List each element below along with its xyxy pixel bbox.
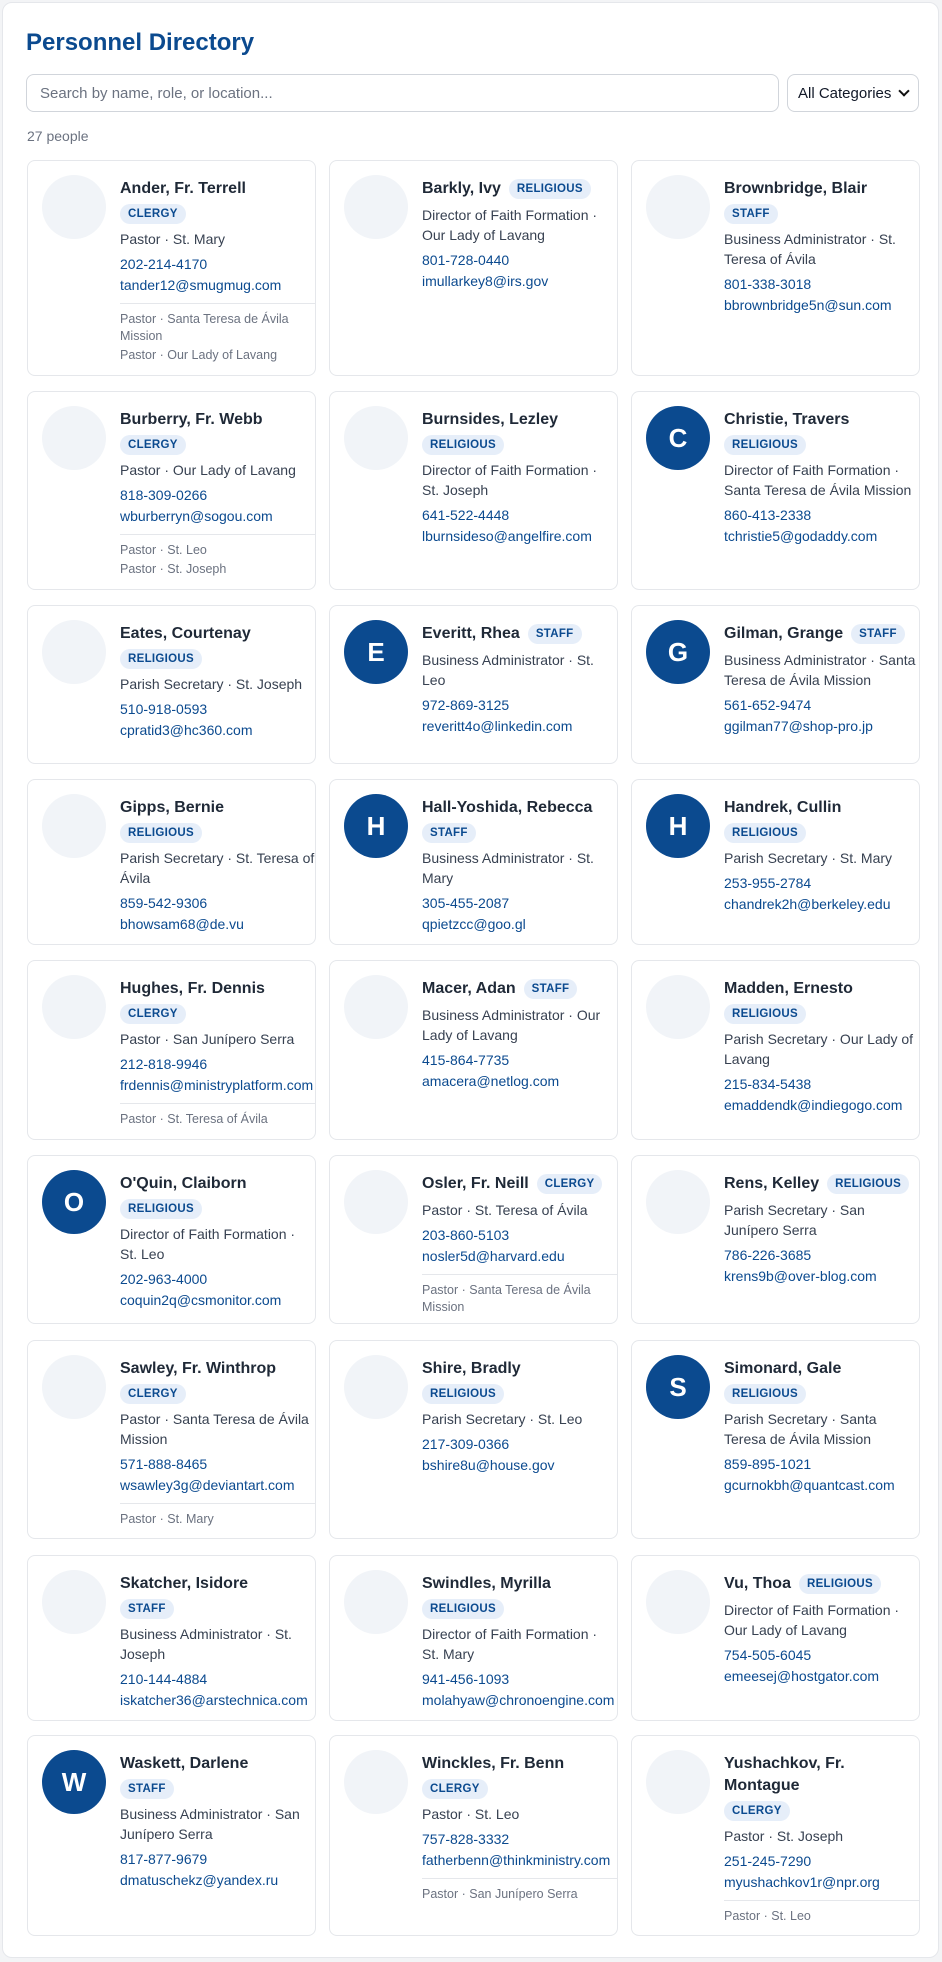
page-title: Personnel Directory [26, 29, 255, 56]
category-badge: CLERGY [120, 204, 186, 224]
person-header [422, 797, 618, 819]
avatar [42, 620, 106, 684]
person-details [120, 1173, 316, 1311]
person-header [724, 978, 920, 1000]
assignment-item: Pastor · St. Joseph [120, 562, 227, 576]
category-badge: RELIGIOUS [120, 1199, 202, 1219]
person-header [422, 1173, 618, 1195]
person-details [422, 797, 618, 935]
person-header [120, 978, 316, 1000]
badge-row [422, 431, 618, 455]
person-name: Gipps, Bernie [120, 799, 225, 816]
person-name: Waskett, Darlene [120, 1755, 249, 1772]
person-card[interactable] [329, 1155, 618, 1324]
person-header [422, 978, 618, 1000]
avatar [344, 406, 408, 470]
person-name: Simonard, Gale [724, 1360, 842, 1377]
category-select-value: All Categories [798, 84, 892, 102]
person-role: Business Administrator · St. Mary [422, 850, 594, 886]
additional-assignments [120, 1503, 316, 1528]
avatar [646, 175, 710, 239]
avatar: W [42, 1750, 106, 1814]
email-link[interactable]: wsawley3g@deviantart.com [120, 1477, 295, 1493]
person-card[interactable] [27, 160, 316, 376]
phone-link[interactable]: 801-728-0440 [422, 252, 510, 268]
category-select[interactable] [787, 74, 919, 112]
person-details [120, 797, 316, 935]
email-link[interactable]: krens9b@over-blog.com [724, 1268, 877, 1284]
person-header [422, 178, 618, 200]
person-card[interactable] [329, 1735, 618, 1936]
phone-link[interactable]: 818-309-0266 [120, 487, 208, 503]
avatar [344, 175, 408, 239]
category-badge: RELIGIOUS [724, 823, 806, 843]
person-name: Handrek, Cullin [724, 799, 842, 816]
person-card[interactable] [631, 1735, 920, 1936]
avatar [344, 1750, 408, 1814]
person-card[interactable] [631, 605, 920, 764]
badge-row [120, 819, 316, 843]
avatar [42, 975, 106, 1039]
assignment-item: Pastor · Santa Teresa de Ávila Mission [120, 312, 289, 343]
phone-link[interactable]: 251-245-7290 [724, 1853, 812, 1869]
person-details [422, 1753, 618, 1905]
person-name: Brownbridge, Blair [724, 180, 868, 197]
avatar [42, 1355, 106, 1419]
avatar [42, 406, 106, 470]
badge-row [120, 200, 316, 224]
person-card[interactable] [27, 1735, 316, 1936]
email-link[interactable]: cpratid3@hc360.com [120, 722, 253, 738]
avatar [42, 1570, 106, 1634]
person-role: Parish Secretary · St. Mary [724, 850, 893, 866]
avatar [344, 1355, 408, 1419]
person-header [422, 623, 618, 645]
person-card[interactable] [329, 605, 618, 764]
email-link[interactable]: wburberryn@sogou.com [120, 508, 273, 524]
person-role: Director of Faith Formation · Our Lady of Lavang [724, 1602, 900, 1638]
avatar [646, 1170, 710, 1234]
person-role: Business Administrator · Santa Teresa de Ávila Mission [724, 652, 916, 688]
person-name: Yushachkov, Fr. Montague [724, 1755, 845, 1794]
person-details [724, 623, 920, 737]
additional-assignments [120, 303, 316, 364]
person-card[interactable] [27, 779, 316, 945]
person-name: Madden, Ernesto [724, 980, 853, 997]
email-link[interactable]: gcurnokbh@quantcast.com [724, 1477, 895, 1493]
phone-link[interactable]: 212-818-9946 [120, 1056, 208, 1072]
phone-link[interactable]: 510-918-0593 [120, 701, 208, 717]
person-card[interactable] [631, 160, 920, 376]
email-link[interactable]: tander12@smugmug.com [120, 277, 282, 293]
person-role: Parish Secretary · Our Lady of Lavang [724, 1031, 914, 1067]
category-badge: CLERGY [422, 1779, 488, 1799]
email-link[interactable]: fatherbenn@thinkministry.com [422, 1852, 611, 1868]
person-role: Parish Secretary · St. Leo [422, 1411, 583, 1427]
phone-link[interactable]: 210-144-4884 [120, 1671, 208, 1687]
person-name: Swindles, Myrilla [422, 1575, 551, 1592]
person-name: Shire, Bradly [422, 1360, 521, 1377]
badge-row [724, 200, 920, 224]
person-name: Everitt, Rhea [422, 625, 520, 642]
avatar [344, 1570, 408, 1634]
person-header [120, 1573, 316, 1595]
email-link[interactable]: coquin2q@csmonitor.com [120, 1292, 282, 1308]
additional-assignments [422, 1274, 618, 1316]
avatar: O [42, 1170, 106, 1234]
person-name: Osler, Fr. Neill [422, 1175, 529, 1192]
person-name: Barkly, Ivy [422, 180, 501, 197]
category-badge: STAFF [120, 1779, 174, 1799]
phone-link[interactable]: 203-860-5103 [422, 1227, 510, 1243]
person-name: Christie, Travers [724, 411, 850, 428]
person-card[interactable] [631, 1340, 920, 1539]
phone-link[interactable]: 571-888-8465 [120, 1456, 208, 1472]
category-badge: STAFF [422, 823, 476, 843]
badge-row [724, 1380, 920, 1404]
email-link[interactable]: lburnsideso@angelfire.com [422, 528, 592, 544]
email-link[interactable]: amacera@netlog.com [422, 1073, 560, 1089]
category-badge: RELIGIOUS [120, 823, 202, 843]
badge-row [724, 431, 920, 455]
avatar [646, 975, 710, 1039]
person-header [120, 1753, 316, 1775]
person-details [120, 1358, 316, 1530]
additional-assignments [724, 1900, 920, 1925]
phone-link[interactable]: 641-522-4448 [422, 507, 510, 523]
phone-link[interactable]: 305-455-2087 [422, 895, 510, 911]
person-details [422, 1173, 618, 1318]
person-card[interactable] [27, 605, 316, 764]
avatar [646, 1570, 710, 1634]
person-details [724, 1358, 920, 1496]
assignment-item: Pastor · Santa Teresa de Ávila Mission [422, 1283, 591, 1314]
category-badge: CLERGY [537, 1174, 603, 1194]
assignment-item: Pastor · Our Lady of Lavang [120, 348, 278, 362]
person-details [422, 623, 618, 737]
person-name: Eates, Courtenay [120, 625, 251, 642]
person-name: Burnsides, Lezley [422, 411, 559, 428]
directory-panel [2, 2, 939, 1958]
email-link[interactable]: bbrownbridge5n@sun.com [724, 297, 892, 313]
assignment-item: Pastor · St. Leo [724, 1909, 811, 1923]
person-header [422, 409, 618, 431]
phone-link[interactable]: 801-338-3018 [724, 276, 812, 292]
assignment-item: Pastor · St. Leo [120, 543, 207, 557]
person-card[interactable] [27, 1555, 316, 1721]
chevron-down-icon [898, 85, 909, 96]
badge-row [724, 819, 920, 843]
category-badge: STAFF [851, 624, 905, 644]
phone-link[interactable]: 972-869-3125 [422, 697, 510, 713]
avatar [646, 1750, 710, 1814]
person-card[interactable] [27, 1340, 316, 1539]
email-link[interactable]: emaddendk@indiegogo.com [724, 1097, 903, 1113]
category-badge: STAFF [528, 624, 582, 644]
person-role: Pastor · St. Teresa of Ávila [422, 1202, 588, 1218]
badge-row [422, 1775, 618, 1799]
person-header [422, 1358, 618, 1380]
avatar: H [646, 794, 710, 858]
phone-link[interactable]: 202-214-4170 [120, 256, 208, 272]
badge-row [120, 1380, 316, 1404]
person-name: Rens, Kelley [724, 1175, 820, 1192]
category-badge: STAFF [120, 1599, 174, 1619]
person-details [120, 178, 316, 366]
category-badge: CLERGY [120, 1384, 186, 1404]
additional-assignments [120, 1103, 316, 1128]
badge-row [120, 1000, 316, 1024]
category-badge: RELIGIOUS [827, 1174, 909, 1194]
person-details [724, 797, 920, 915]
person-role: Director of Faith Formation · Santa Teresa de Ávila Mission [724, 462, 912, 498]
person-card[interactable] [27, 960, 316, 1140]
phone-link[interactable]: 415-864-7735 [422, 1052, 510, 1068]
person-role: Parish Secretary · San Junípero Serra [724, 1202, 865, 1238]
person-name: Gilman, Grange [724, 625, 844, 642]
person-role: Director of Faith Formation · Our Lady of Lavang [422, 207, 598, 243]
avatar [42, 175, 106, 239]
person-name: Ander, Fr. Terrell [120, 180, 246, 197]
phone-link[interactable]: 561-652-9474 [724, 697, 812, 713]
badge-row [724, 1000, 920, 1024]
email-link[interactable]: molahyaw@chronoengine.com [422, 1692, 615, 1708]
person-header [724, 1753, 920, 1797]
person-name: Vu, Thoa [724, 1575, 791, 1592]
person-details [422, 1573, 618, 1711]
person-header [120, 409, 316, 431]
person-name: Sawley, Fr. Winthrop [120, 1360, 277, 1377]
person-details [724, 978, 920, 1116]
email-link[interactable]: dmatuschekz@yandex.ru [120, 1872, 279, 1888]
person-header [120, 178, 316, 200]
avatar: G [646, 620, 710, 684]
email-link[interactable]: frdennis@ministryplatform.com [120, 1077, 314, 1093]
person-header [120, 797, 316, 819]
email-link[interactable]: emeesej@hostgator.com [724, 1668, 880, 1684]
phone-link[interactable]: 757-828-3332 [422, 1831, 510, 1847]
badge-row [422, 819, 618, 843]
avatar: C [646, 406, 710, 470]
phone-link[interactable]: 217-309-0366 [422, 1436, 510, 1452]
category-badge: RELIGIOUS [509, 179, 591, 199]
phone-link[interactable]: 817-877-9679 [120, 1851, 208, 1867]
person-header [422, 1753, 618, 1775]
person-card[interactable] [27, 391, 316, 590]
additional-assignments [422, 1878, 618, 1903]
category-badge: RELIGIOUS [799, 1574, 881, 1594]
person-details [724, 1753, 920, 1927]
person-details [422, 1358, 618, 1476]
person-card[interactable] [27, 1155, 316, 1324]
person-details [120, 978, 316, 1130]
badge-row [422, 1380, 618, 1404]
phone-link[interactable]: 786-226-3685 [724, 1247, 812, 1263]
email-link[interactable]: tchristie5@godaddy.com [724, 528, 878, 544]
email-link[interactable]: nosler5d@harvard.edu [422, 1248, 565, 1264]
phone-link[interactable]: 860-413-2338 [724, 507, 812, 523]
badge-row [120, 1595, 316, 1619]
email-link[interactable]: chandrek2h@berkeley.edu [724, 896, 891, 912]
search-input[interactable] [26, 74, 779, 112]
category-badge: RELIGIOUS [120, 649, 202, 669]
person-name: Macer, Adan [422, 980, 516, 997]
person-header [120, 1358, 316, 1380]
person-details [422, 978, 618, 1092]
avatar: H [344, 794, 408, 858]
person-role: Pastor · San Junípero Serra [120, 1031, 295, 1047]
assignment-item: Pastor · St. Mary [120, 1512, 214, 1526]
category-badge: CLERGY [724, 1801, 790, 1821]
category-badge: CLERGY [120, 435, 186, 455]
person-details [422, 178, 618, 292]
person-header [724, 178, 920, 200]
assignment-item: Pastor · San Junípero Serra [422, 1887, 578, 1901]
person-role: Pastor · St. Joseph [724, 1828, 844, 1844]
badge-row [120, 1775, 316, 1799]
category-badge: RELIGIOUS [724, 435, 806, 455]
person-details [120, 409, 316, 580]
person-details [724, 178, 920, 316]
category-badge: RELIGIOUS [724, 1004, 806, 1024]
badge-row [120, 431, 316, 455]
person-card[interactable] [631, 1155, 920, 1324]
badge-row [422, 1595, 618, 1619]
person-card[interactable] [329, 779, 618, 945]
person-role: Parish Secretary · St. Joseph [120, 676, 303, 692]
person-name: Hughes, Fr. Dennis [120, 980, 265, 997]
phone-link[interactable]: 941-456-1093 [422, 1671, 510, 1687]
email-link[interactable]: myushachkov1r@npr.org [724, 1874, 880, 1890]
person-card[interactable] [329, 1555, 618, 1721]
result-count: 27 people [27, 128, 89, 144]
category-badge: RELIGIOUS [422, 435, 504, 455]
person-details [724, 1173, 920, 1287]
phone-link[interactable]: 859-542-9306 [120, 895, 208, 911]
phone-link[interactable]: 754-505-6045 [724, 1647, 812, 1663]
person-details [724, 1573, 920, 1687]
person-details [120, 1753, 316, 1891]
phone-link[interactable]: 253-955-2784 [724, 875, 812, 891]
person-header [422, 1573, 618, 1595]
person-header [120, 1173, 316, 1195]
person-role: Business Administrator · St. Teresa of Ávila [724, 231, 896, 267]
category-badge: RELIGIOUS [724, 1384, 806, 1404]
avatar: S [646, 1355, 710, 1419]
person-header [724, 409, 920, 431]
badge-row [120, 1195, 316, 1219]
person-role: Director of Faith Formation · St. Leo [120, 1226, 296, 1262]
badge-row [724, 1797, 920, 1821]
person-card[interactable] [329, 160, 618, 376]
person-role: Pastor · Santa Teresa de Ávila Mission [120, 1411, 309, 1447]
person-name: Hall-Yoshida, Rebecca [422, 799, 593, 816]
person-card[interactable] [631, 779, 920, 945]
person-role: Director of Faith Formation · St. Joseph [422, 462, 598, 498]
person-header [724, 1358, 920, 1380]
person-name: Skatcher, Isidore [120, 1575, 249, 1592]
person-role: Parish Secretary · Santa Teresa de Ávila Mission [724, 1411, 877, 1447]
person-role: Director of Faith Formation · St. Mary [422, 1626, 598, 1662]
person-role: Pastor · St. Leo [422, 1806, 520, 1822]
phone-link[interactable]: 215-834-5438 [724, 1076, 812, 1092]
person-name: Burberry, Fr. Webb [120, 411, 263, 428]
phone-link[interactable]: 202-963-4000 [120, 1271, 208, 1287]
person-card[interactable] [631, 391, 920, 590]
person-role: Business Administrator · St. Joseph [120, 1626, 292, 1662]
person-role: Pastor · St. Mary [120, 231, 226, 247]
avatar: E [344, 620, 408, 684]
person-details [422, 409, 618, 547]
person-header [724, 623, 920, 645]
additional-assignments [120, 534, 316, 578]
person-header [724, 797, 920, 819]
person-card[interactable] [329, 391, 618, 590]
person-role: Business Administrator · Our Lady of Lavang [422, 1007, 601, 1043]
person-details [120, 623, 316, 741]
email-link[interactable]: bhowsam68@de.vu [120, 916, 244, 932]
category-badge: CLERGY [120, 1004, 186, 1024]
category-badge: RELIGIOUS [422, 1384, 504, 1404]
person-role: Pastor · Our Lady of Lavang [120, 462, 296, 478]
person-details [120, 1573, 316, 1711]
email-link[interactable]: imullarkey8@irs.gov [422, 273, 549, 289]
assignment-item: Pastor · St. Teresa of Ávila [120, 1112, 268, 1126]
person-role: Business Administrator · St. Leo [422, 652, 594, 688]
badge-row [120, 645, 316, 669]
person-details [724, 409, 920, 547]
person-name: O'Quin, Claiborn [120, 1175, 247, 1192]
person-card[interactable] [329, 960, 618, 1140]
person-card[interactable] [631, 960, 920, 1140]
email-link[interactable]: reveritt4o@linkedin.com [422, 718, 573, 734]
email-link[interactable]: ggilman77@shop-pro.jp [724, 718, 873, 734]
category-badge: STAFF [524, 979, 578, 999]
category-badge: RELIGIOUS [422, 1599, 504, 1619]
person-role: Parish Secretary · St. Teresa of Ávila [120, 850, 315, 886]
avatar [42, 794, 106, 858]
avatar [344, 975, 408, 1039]
person-header [120, 623, 316, 645]
person-role: Business Administrator · San Junípero Serra [120, 1806, 300, 1842]
person-header [724, 1173, 920, 1195]
category-badge: STAFF [724, 204, 778, 224]
email-link[interactable]: qpietzcc@goo.gl [422, 916, 526, 932]
email-link[interactable]: bshire8u@house.gov [422, 1457, 555, 1473]
email-link[interactable]: iskatcher36@arstechnica.com [120, 1692, 308, 1708]
person-card[interactable] [631, 1555, 920, 1721]
phone-link[interactable]: 859-895-1021 [724, 1456, 812, 1472]
person-card[interactable] [329, 1340, 618, 1539]
person-header [724, 1573, 920, 1595]
person-name: Winckles, Fr. Benn [422, 1755, 565, 1772]
avatar [344, 1170, 408, 1234]
